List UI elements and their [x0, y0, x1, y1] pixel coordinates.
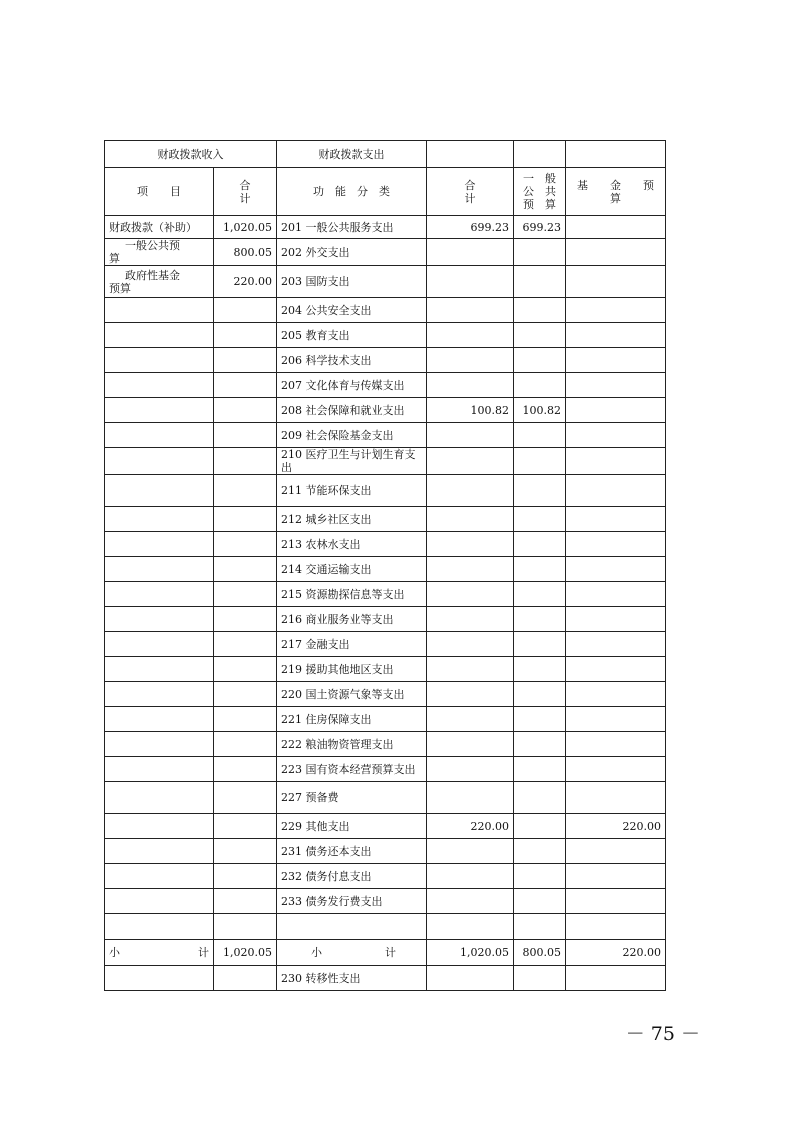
expense-total-cell	[427, 298, 514, 323]
expense-category-cell: 206 科学技术支出	[277, 348, 427, 373]
general-budget-cell	[514, 557, 566, 582]
expense-total-cell	[427, 373, 514, 398]
income-total-cell	[214, 582, 277, 607]
table-row	[105, 707, 666, 732]
fund-budget-cell	[566, 373, 666, 398]
expense-category-cell: 201 一般公共服务支出	[277, 216, 427, 239]
general-budget-cell: 100.82	[514, 398, 566, 423]
header-row-top	[105, 141, 666, 168]
expense-total-cell	[427, 557, 514, 582]
table-row	[105, 373, 666, 398]
expense-total-cell	[427, 607, 514, 632]
table-row	[105, 757, 666, 782]
expense-total-cell	[427, 448, 514, 475]
table-row	[105, 298, 666, 323]
expense-category-cell: 204 公共安全支出	[277, 298, 427, 323]
fund-budget-cell	[566, 657, 666, 682]
expense-total-cell	[427, 839, 514, 864]
general-budget-cell	[514, 889, 566, 914]
expense-category-cell: 229 其他支出	[277, 814, 427, 839]
income-item-cell	[105, 507, 214, 532]
fund-budget-cell	[566, 423, 666, 448]
income-total-cell	[214, 423, 277, 448]
table-row	[105, 348, 666, 373]
fund-budget-cell	[566, 298, 666, 323]
fund-budget-cell	[566, 782, 666, 814]
income-total-cell	[214, 475, 277, 507]
table-row	[105, 814, 666, 839]
general-budget-cell	[514, 757, 566, 782]
subtotal-expense-total: 1,020.05	[427, 940, 514, 966]
expense-category-cell: 202 外交支出	[277, 239, 427, 266]
table-row	[105, 448, 666, 475]
expense-total-cell: 100.82	[427, 398, 514, 423]
income-total-cell	[214, 532, 277, 557]
fund-budget-cell	[566, 532, 666, 557]
income-total-cell: 1,020.05	[214, 216, 277, 239]
general-budget-cell	[514, 782, 566, 814]
expense-category-cell: 223 国有资本经营预算支出	[277, 757, 427, 782]
expense-category-cell: 221 住房保障支出	[277, 707, 427, 732]
col-total-left-header: 合 计	[214, 168, 277, 216]
income-item-cell	[105, 707, 214, 732]
col-total-right-header: 合 计	[427, 168, 514, 216]
expense-category-cell: 217 金融支出	[277, 632, 427, 657]
table-row	[105, 266, 666, 298]
general-budget-cell	[514, 423, 566, 448]
income-item-cell	[105, 532, 214, 557]
expense-title: 财政拨款支出	[277, 141, 427, 168]
general-budget-cell: 699.23	[514, 216, 566, 239]
expense-total-cell	[427, 348, 514, 373]
table-row	[105, 216, 666, 239]
subtotal-label-right: 小 计	[277, 940, 427, 966]
fund-budget-cell	[566, 864, 666, 889]
income-item-cell	[105, 757, 214, 782]
income-item-cell	[105, 373, 214, 398]
table-row	[105, 323, 666, 348]
expense-category-cell: 211 节能环保支出	[277, 475, 427, 507]
expense-category-cell: 219 援助其他地区支出	[277, 657, 427, 682]
table-row	[105, 839, 666, 864]
fund-budget-cell	[566, 507, 666, 532]
general-budget-cell	[514, 532, 566, 557]
income-total-cell: 220.00	[214, 266, 277, 298]
table-row	[105, 475, 666, 507]
subtotal-fund: 220.00	[566, 940, 666, 966]
col-general-budget-header: 一 般 公 共 预 算	[514, 168, 566, 216]
fund-budget-cell	[566, 839, 666, 864]
income-total-cell	[214, 607, 277, 632]
fund-budget-cell	[566, 682, 666, 707]
expense-total-cell	[427, 507, 514, 532]
table-row	[105, 423, 666, 448]
expense-total-cell	[427, 757, 514, 782]
income-item-cell	[105, 398, 214, 423]
expense-total-cell	[427, 889, 514, 914]
fund-budget-cell	[566, 448, 666, 475]
col-item-header: 项 目	[105, 168, 214, 216]
income-item-cell	[105, 782, 214, 814]
expense-category-cell: 220 国土资源气象等支出	[277, 682, 427, 707]
expense-category-cell: 216 商业服务业等支出	[277, 607, 427, 632]
expense-category-cell: 208 社会保障和就业支出	[277, 398, 427, 423]
expense-category-cell: 212 城乡社区支出	[277, 507, 427, 532]
fund-budget-cell	[566, 348, 666, 373]
income-total-cell	[214, 298, 277, 323]
income-item-cell	[105, 889, 214, 914]
general-budget-cell	[514, 814, 566, 839]
income-item-cell	[105, 323, 214, 348]
income-total-cell	[214, 632, 277, 657]
general-budget-cell	[514, 582, 566, 607]
income-total-cell	[214, 448, 277, 475]
expense-category-cell: 232 债务付息支出	[277, 864, 427, 889]
income-total-cell: 800.05	[214, 239, 277, 266]
income-total-cell	[214, 839, 277, 864]
fund-budget-cell	[566, 475, 666, 507]
income-item-cell: 一般公共预 算	[105, 239, 214, 266]
income-total-cell	[214, 732, 277, 757]
expense-category-cell: 207 文化体育与传媒支出	[277, 373, 427, 398]
page-number: － 75 －	[625, 1023, 700, 1045]
general-budget-cell	[514, 323, 566, 348]
income-item-cell	[105, 839, 214, 864]
income-total-cell	[214, 398, 277, 423]
expense-category-cell: 209 社会保险基金支出	[277, 423, 427, 448]
table-row	[105, 239, 666, 266]
income-item-cell: 政府性基金 预算	[105, 266, 214, 298]
table-row	[105, 398, 666, 423]
income-item-cell	[105, 582, 214, 607]
col-fund-budget-header: 基 金 预 算	[566, 168, 666, 216]
transfer-label: 230 转移性支出	[277, 966, 427, 991]
fund-budget-cell	[566, 732, 666, 757]
subtotal-label-left: 小 计	[105, 940, 214, 966]
fund-budget-cell	[566, 398, 666, 423]
fund-budget-cell	[566, 557, 666, 582]
expense-category-cell: 205 教育支出	[277, 323, 427, 348]
expense-total-cell: 220.00	[427, 814, 514, 839]
budget-table	[104, 140, 666, 991]
income-total-cell	[214, 682, 277, 707]
general-budget-cell	[514, 239, 566, 266]
expense-category-cell: 222 粮油物资管理支出	[277, 732, 427, 757]
income-item-cell	[105, 657, 214, 682]
table-row	[105, 782, 666, 814]
general-budget-cell	[514, 448, 566, 475]
general-budget-cell	[514, 475, 566, 507]
expense-total-cell	[427, 657, 514, 682]
table-row	[105, 864, 666, 889]
general-budget-cell	[514, 607, 566, 632]
expense-category-cell: 231 债务还本支出	[277, 839, 427, 864]
fund-budget-cell	[566, 266, 666, 298]
general-budget-cell	[514, 373, 566, 398]
expense-total-cell	[427, 475, 514, 507]
general-budget-cell	[514, 864, 566, 889]
income-total-cell	[214, 707, 277, 732]
fund-budget-cell: 220.00	[566, 814, 666, 839]
col-function-header: 功 能 分 类	[277, 168, 427, 216]
expense-total-cell	[427, 864, 514, 889]
table-row	[105, 732, 666, 757]
income-total-cell	[214, 657, 277, 682]
income-item-cell	[105, 607, 214, 632]
subtotal-general: 800.05	[514, 940, 566, 966]
expense-category-cell: 215 资源勘探信息等支出	[277, 582, 427, 607]
table-row	[105, 632, 666, 657]
table-row	[105, 557, 666, 582]
general-budget-cell	[514, 682, 566, 707]
expense-total-cell	[427, 707, 514, 732]
general-budget-cell	[514, 507, 566, 532]
income-total-cell	[214, 373, 277, 398]
income-total-cell	[214, 889, 277, 914]
general-budget-cell	[514, 298, 566, 323]
expense-total-cell	[427, 782, 514, 814]
general-budget-cell	[514, 657, 566, 682]
general-budget-cell	[514, 632, 566, 657]
fund-budget-cell	[566, 216, 666, 239]
fund-budget-cell	[566, 239, 666, 266]
income-item-cell	[105, 864, 214, 889]
table-row	[105, 657, 666, 682]
expense-total-cell	[427, 323, 514, 348]
expense-category-cell: 214 交通运输支出	[277, 557, 427, 582]
expense-category-cell: 233 债务发行费支出	[277, 889, 427, 914]
expense-total-cell	[427, 239, 514, 266]
income-item-cell	[105, 475, 214, 507]
income-item-cell	[105, 423, 214, 448]
income-total-cell	[214, 757, 277, 782]
expense-total-cell	[427, 266, 514, 298]
income-item-cell	[105, 348, 214, 373]
transfer-row	[105, 966, 666, 991]
income-total-cell	[214, 782, 277, 814]
income-total-cell	[214, 864, 277, 889]
general-budget-cell	[514, 266, 566, 298]
income-total-cell	[214, 348, 277, 373]
income-total-cell	[214, 557, 277, 582]
blank-row	[105, 914, 666, 940]
income-item-cell	[105, 557, 214, 582]
income-item-cell	[105, 732, 214, 757]
fund-budget-cell	[566, 607, 666, 632]
table-row	[105, 582, 666, 607]
fund-budget-cell	[566, 632, 666, 657]
expense-total-cell	[427, 582, 514, 607]
expense-category-cell: 213 农林水支出	[277, 532, 427, 557]
expense-category-cell: 203 国防支出	[277, 266, 427, 298]
expense-total-cell: 699.23	[427, 216, 514, 239]
expense-total-cell	[427, 682, 514, 707]
table-row	[105, 607, 666, 632]
header-row-columns	[105, 168, 666, 216]
table-row	[105, 532, 666, 557]
expense-category-cell: 210 医疗卫生与计划生育支出	[277, 448, 427, 475]
income-total-cell	[214, 814, 277, 839]
table-row	[105, 889, 666, 914]
income-title: 财政拨款收入	[105, 141, 277, 168]
fund-budget-cell	[566, 757, 666, 782]
income-item-cell	[105, 814, 214, 839]
subtotal-row	[105, 940, 666, 966]
subtotal-income-total: 1,020.05	[214, 940, 277, 966]
expense-category-cell: 227 预备费	[277, 782, 427, 814]
income-item-cell	[105, 632, 214, 657]
fund-budget-cell	[566, 582, 666, 607]
expense-total-cell	[427, 632, 514, 657]
income-item-cell	[105, 682, 214, 707]
fund-budget-cell	[566, 323, 666, 348]
income-item-cell: 财政拨款（补助）	[105, 216, 214, 239]
expense-total-cell	[427, 423, 514, 448]
fund-budget-cell	[566, 707, 666, 732]
income-item-cell	[105, 298, 214, 323]
table-row	[105, 507, 666, 532]
general-budget-cell	[514, 707, 566, 732]
table-row	[105, 682, 666, 707]
income-item-cell	[105, 448, 214, 475]
general-budget-cell	[514, 348, 566, 373]
general-budget-cell	[514, 839, 566, 864]
income-total-cell	[214, 323, 277, 348]
income-total-cell	[214, 507, 277, 532]
fund-budget-cell	[566, 889, 666, 914]
general-budget-cell	[514, 732, 566, 757]
expense-total-cell	[427, 732, 514, 757]
expense-total-cell	[427, 532, 514, 557]
